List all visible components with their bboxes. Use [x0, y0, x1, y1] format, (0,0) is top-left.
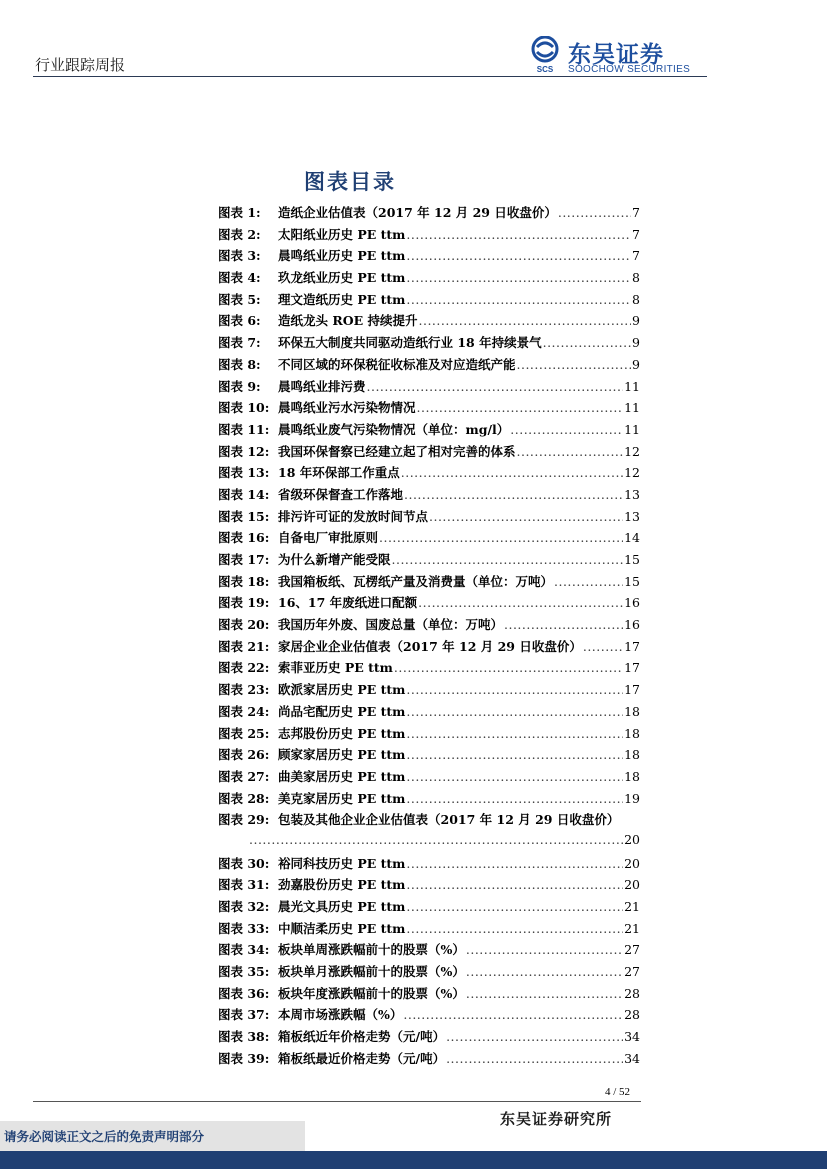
brand-name-en: SOOCHOW SECURITIES — [568, 64, 691, 75]
toc-entry-number: 图表 6: — [218, 313, 261, 329]
toc-entry-page: 13 — [624, 508, 640, 524]
toc-leader-dots — [543, 335, 631, 350]
toc-entry-number: 图表 9: — [218, 378, 261, 394]
toc-entry-title: 玖龙纸业历史 PE ttm — [278, 270, 406, 286]
toc-entry-number: 图表 14: — [218, 486, 270, 502]
toc-leader-dots — [419, 313, 632, 328]
toc-entry[interactable] — [218, 311, 640, 333]
toc-entry-number: 图表 8: — [218, 356, 261, 372]
toc-entry[interactable] — [218, 333, 640, 355]
toc-entry[interactable] — [218, 225, 640, 247]
toc-entry[interactable] — [218, 572, 640, 594]
toc-entry-number: 图表 35: — [218, 964, 270, 980]
toc-entry-page: 17 — [624, 682, 640, 698]
toc-entry-title: 晨鸣纸业排污费 — [278, 378, 366, 394]
toc-entry-title: 理文造纸历史 PE ttm — [278, 291, 406, 307]
toc-entry-number: 图表 33: — [218, 920, 270, 936]
toc-leader-dots — [401, 465, 623, 480]
toc-leader-dots — [406, 769, 623, 784]
toc-leader-dots — [504, 617, 623, 632]
toc-entry-page: 7 — [632, 205, 640, 220]
toc-entry-number: 图表 10: — [218, 400, 270, 416]
toc-entry-number: 图表 2: — [218, 226, 261, 242]
toc-leader-dots — [406, 726, 623, 741]
toc-entry-title: 本周市场涨跌幅（%） — [278, 1007, 403, 1023]
toc-leader-dots — [406, 704, 623, 719]
toc-leader-dots — [558, 205, 631, 220]
toc-entry-title: 为什么新增产能受限 — [278, 552, 391, 567]
toc-leader-dots — [249, 832, 623, 847]
toc-entry[interactable] — [218, 550, 640, 572]
toc-entry[interactable] — [218, 485, 640, 507]
toc-entry-page: 19 — [624, 790, 640, 806]
toc-leader-dots — [406, 292, 631, 307]
toc-entry[interactable] — [218, 593, 640, 615]
toc-entry-title: 造纸企业估值表（2017 年 12 月 29 日收盘价） — [278, 205, 557, 220]
toc-entry[interactable] — [218, 767, 640, 789]
toc-entry-title: 志邦股份历史 PE ttm — [278, 725, 406, 741]
toc-entry-page: 9 — [632, 335, 640, 351]
toc-entry-title: 18 年环保部工作重点 — [278, 465, 400, 481]
toc-entry[interactable] — [218, 420, 640, 442]
toc-entry-title: 箱板纸最近价格走势（元/吨） — [278, 1050, 446, 1066]
toc-entry-page: 20 — [624, 831, 640, 847]
toc-entry-page: 11 — [624, 400, 640, 416]
toc-entry[interactable] — [218, 984, 640, 1006]
toc-entry[interactable] — [218, 810, 640, 832]
toc-entry[interactable] — [218, 203, 640, 225]
toc-entry-page: 18 — [624, 703, 640, 719]
toc-entry-number: 图表 23: — [218, 682, 270, 698]
toc-entry-title: 不同区域的环保税征收标准及对应造纸产能 — [278, 356, 516, 372]
toc-entry-page: 21 — [624, 899, 640, 914]
toc-entry-number: 图表 13: — [218, 465, 270, 481]
toc-entry-page: 16 — [624, 595, 640, 611]
toc-entry[interactable] — [218, 875, 640, 897]
header-rule — [33, 76, 707, 77]
toc-entry-title: 晨鸣纸业污水污染物情况 — [278, 400, 416, 416]
toc-entry-number: 图表 31: — [218, 877, 270, 893]
toc-entry-number: 图表 17: — [218, 552, 270, 567]
toc-entry-title: 劲嘉股份历史 PE ttm — [278, 877, 406, 893]
toc-leader-dots — [406, 856, 623, 871]
toc-entry-title: 中顺洁柔历史 PE ttm — [278, 920, 406, 936]
toc-entry[interactable] — [218, 962, 640, 984]
footer-rule — [33, 1101, 641, 1102]
toc-entry-number: 图表 30: — [218, 855, 270, 871]
toc-list — [218, 203, 640, 1071]
toc-leader-dots — [394, 660, 623, 675]
toc-entry-page: 15 — [624, 552, 640, 567]
toc-entry-page: 7 — [632, 248, 640, 264]
toc-entry[interactable] — [218, 637, 640, 659]
toc-entry-page: 20 — [624, 877, 640, 893]
toc-entry-page: 8 — [632, 270, 640, 286]
toc-leader-dots — [392, 552, 624, 567]
toc-leader-dots — [583, 639, 623, 654]
disclaimer-text: 请务必阅读正文之后的免责声明部分 — [4, 1129, 205, 1144]
toc-entry-page: 13 — [624, 486, 640, 502]
toc-entry-number: 图表 1: — [218, 205, 261, 220]
toc-entry[interactable] — [218, 442, 640, 464]
brand-name-cn: 东吴证券 — [568, 42, 664, 68]
toc-entry[interactable] — [218, 507, 640, 529]
toc-entry-title: 裕同科技历史 PE ttm — [278, 855, 406, 871]
toc-entry-title: 曲美家居历史 PE ttm — [278, 768, 406, 784]
toc-entry-number: 图表 16: — [218, 530, 270, 546]
brand-logo — [528, 36, 698, 76]
toc-entry[interactable] — [218, 745, 640, 767]
toc-leader-dots — [406, 791, 623, 806]
toc-entry-page: 34 — [624, 1029, 640, 1045]
toc-entry-number: 图表 19: — [218, 595, 270, 611]
toc-leader-dots — [554, 574, 623, 589]
toc-entry-continuation[interactable] — [218, 832, 640, 854]
toc-leader-dots — [367, 379, 624, 394]
page-number: 4 / 52 — [605, 1086, 631, 1098]
toc-entry-title: 环保五大制度共同驱动造纸行业 18 年持续景气 — [278, 335, 542, 351]
toc-entry-page: 12 — [624, 465, 640, 481]
toc-title: 图表目录 — [304, 169, 396, 194]
toc-entry-page: 17 — [624, 660, 640, 676]
toc-entry-number: 图表 27: — [218, 768, 270, 784]
report-type-label: 行业跟踪周报 — [35, 56, 126, 74]
toc-leader-dots — [446, 1029, 623, 1044]
toc-entry-page: 9 — [632, 313, 640, 329]
toc-leader-dots — [406, 248, 631, 263]
toc-entry[interactable] — [218, 268, 640, 290]
toc-entry-number: 图表 28: — [218, 790, 270, 806]
toc-entry-title: 省级环保督查工作落地 — [278, 486, 404, 502]
toc-entry-number: 图表 21: — [218, 638, 270, 654]
toc-entry-title: 欧派家居历史 PE ttm — [278, 682, 406, 698]
toc-entry-title: 排污许可证的发放时间节点 — [278, 508, 429, 524]
toc-entry-title: 箱板纸近年价格走势（元/吨） — [278, 1029, 446, 1045]
toc-entry-title: 自备电厂审批原则 — [278, 530, 379, 546]
toc-entry-title: 板块单月涨跌幅前十的股票（%） — [278, 964, 465, 980]
toc-entry[interactable] — [218, 290, 640, 312]
toc-entry-number: 图表 18: — [218, 573, 270, 589]
toc-entry-page: 14 — [624, 530, 640, 546]
toc-entry-number: 图表 4: — [218, 270, 261, 286]
toc-entry-title: 索菲亚历史 PE ttm — [278, 660, 393, 676]
toc-entry-page: 15 — [624, 573, 640, 589]
toc-entry-page: 34 — [624, 1050, 640, 1066]
toc-leader-dots — [406, 899, 623, 914]
toc-entry-number: 图表 20: — [218, 617, 270, 633]
toc-entry-title: 家居企业企业估值表（2017 年 12 月 29 日收盘价） — [278, 638, 582, 654]
toc-entry[interactable] — [218, 1005, 640, 1027]
toc-leader-dots — [417, 400, 624, 415]
footer-bar — [0, 1151, 827, 1169]
toc-entry-page: 27 — [624, 964, 640, 980]
toc-entry-page: 18 — [624, 768, 640, 784]
toc-leader-dots — [429, 509, 623, 524]
toc-leader-dots — [404, 487, 623, 502]
toc-entry-page: 28 — [624, 985, 640, 1001]
toc-entry-number: 图表 37: — [218, 1007, 270, 1023]
toc-entry[interactable] — [218, 724, 640, 746]
toc-entry-number: 图表 29: — [218, 812, 270, 828]
toc-entry-page: 16 — [624, 617, 640, 633]
toc-entry[interactable] — [218, 658, 640, 680]
toc-leader-dots — [403, 1007, 623, 1022]
toc-entry-page: 7 — [632, 226, 640, 242]
toc-entry[interactable] — [218, 463, 640, 485]
toc-entry-number: 图表 15: — [218, 508, 270, 524]
toc-entry[interactable] — [218, 919, 640, 941]
toc-entry-number: 图表 24: — [218, 703, 270, 719]
toc-entry-page: 20 — [624, 855, 640, 871]
toc-entry-title: 太阳纸业历史 PE ttm — [278, 226, 406, 242]
toc-entry-title: 顾家家居历史 PE ttm — [278, 747, 406, 763]
toc-entry-page: 11 — [624, 378, 640, 394]
toc-leader-dots — [517, 357, 632, 372]
toc-entry-title: 晨鸣纸业废气污染物情况（单位：mg/l） — [278, 421, 510, 437]
toc-entry-number: 图表 26: — [218, 747, 270, 763]
toc-entry-number: 图表 11: — [218, 421, 270, 437]
toc-entry-title: 我国环保督察已经建立起了相对完善的体系 — [278, 443, 516, 459]
toc-entry-page: 12 — [624, 443, 640, 459]
toc-leader-dots — [517, 444, 624, 459]
toc-entry-page: 28 — [624, 1007, 640, 1023]
toc-entry-number: 图表 22: — [218, 660, 270, 676]
toc-entry-title: 包装及其他企业企业估值表（2017 年 12 月 29 日收盘价） — [278, 812, 620, 828]
toc-entry-title: 我国箱板纸、瓦楞纸产量及消费量（单位：万吨） — [278, 573, 554, 589]
toc-entry-title: 晨光文具历史 PE ttm — [278, 899, 406, 914]
brand-mark-text: SCS — [536, 65, 554, 74]
toc-entry-page: 18 — [624, 725, 640, 741]
toc-entry[interactable] — [218, 1049, 640, 1071]
toc-leader-dots — [466, 942, 623, 957]
toc-entry-page: 21 — [624, 920, 640, 936]
toc-leader-dots — [406, 747, 623, 762]
toc-entry[interactable] — [218, 680, 640, 702]
toc-leader-dots — [406, 270, 631, 285]
toc-leader-dots — [379, 530, 623, 545]
toc-entry-page: 17 — [624, 638, 640, 654]
toc-entry[interactable] — [218, 528, 640, 550]
toc-entry[interactable] — [218, 789, 640, 811]
toc-entry-number: 图表 25: — [218, 725, 270, 741]
toc-entry[interactable] — [218, 897, 640, 919]
toc-entry-title: 美克家居历史 PE ttm — [278, 790, 406, 806]
toc-entry[interactable] — [218, 246, 640, 268]
toc-entry-title: 板块单周涨跌幅前十的股票（%） — [278, 942, 465, 958]
scs-logo-icon — [528, 36, 562, 74]
toc-entry-title: 板块年度涨跌幅前十的股票（%） — [278, 985, 465, 1001]
toc-entry-number: 图表 32: — [218, 899, 270, 914]
toc-leader-dots — [510, 422, 623, 437]
toc-entry-number: 图表 3: — [218, 248, 261, 264]
toc-entry-title: 造纸龙头 ROE 持续提升 — [278, 313, 418, 329]
toc-leader-dots — [406, 682, 623, 697]
toc-leader-dots — [406, 921, 623, 936]
toc-entry-number: 图表 7: — [218, 335, 261, 351]
toc-entry[interactable] — [218, 940, 640, 962]
toc-entry-page: 11 — [624, 421, 640, 437]
toc-leader-dots — [466, 986, 623, 1001]
toc-leader-dots — [418, 595, 623, 610]
toc-entry[interactable] — [218, 1027, 640, 1049]
toc-entry[interactable] — [218, 615, 640, 637]
toc-entry-page: 18 — [624, 747, 640, 763]
institute-name: 东吴证券研究所 — [500, 1110, 613, 1128]
toc-entry-number: 图表 39: — [218, 1050, 270, 1066]
toc-entry[interactable] — [218, 355, 640, 377]
toc-leader-dots — [446, 1051, 623, 1066]
toc-entry[interactable] — [218, 702, 640, 724]
toc-entry-number: 图表 12: — [218, 443, 270, 459]
toc-entry-title: 尚品宅配历史 PE ttm — [278, 703, 406, 719]
toc-entry-page: 27 — [624, 942, 640, 958]
toc-entry-number: 图表 38: — [218, 1029, 270, 1045]
toc-leader-dots — [466, 964, 623, 979]
toc-entry[interactable] — [218, 398, 640, 420]
toc-leader-dots — [406, 877, 623, 892]
toc-entry[interactable] — [218, 854, 640, 876]
toc-leader-dots — [406, 227, 631, 242]
toc-entry-title: 我国历年外废、国废总量（单位：万吨） — [278, 617, 504, 633]
toc-entry-page: 8 — [632, 291, 640, 307]
toc-entry[interactable] — [218, 377, 640, 399]
toc-entry-number: 图表 5: — [218, 291, 261, 307]
toc-entry-number: 图表 34: — [218, 942, 270, 958]
toc-entry-page: 9 — [632, 356, 640, 372]
toc-entry-number: 图表 36: — [218, 985, 270, 1001]
toc-entry-title: 晨鸣纸业历史 PE ttm — [278, 248, 406, 264]
toc-entry-title: 16、17 年废纸进口配额 — [278, 595, 418, 611]
